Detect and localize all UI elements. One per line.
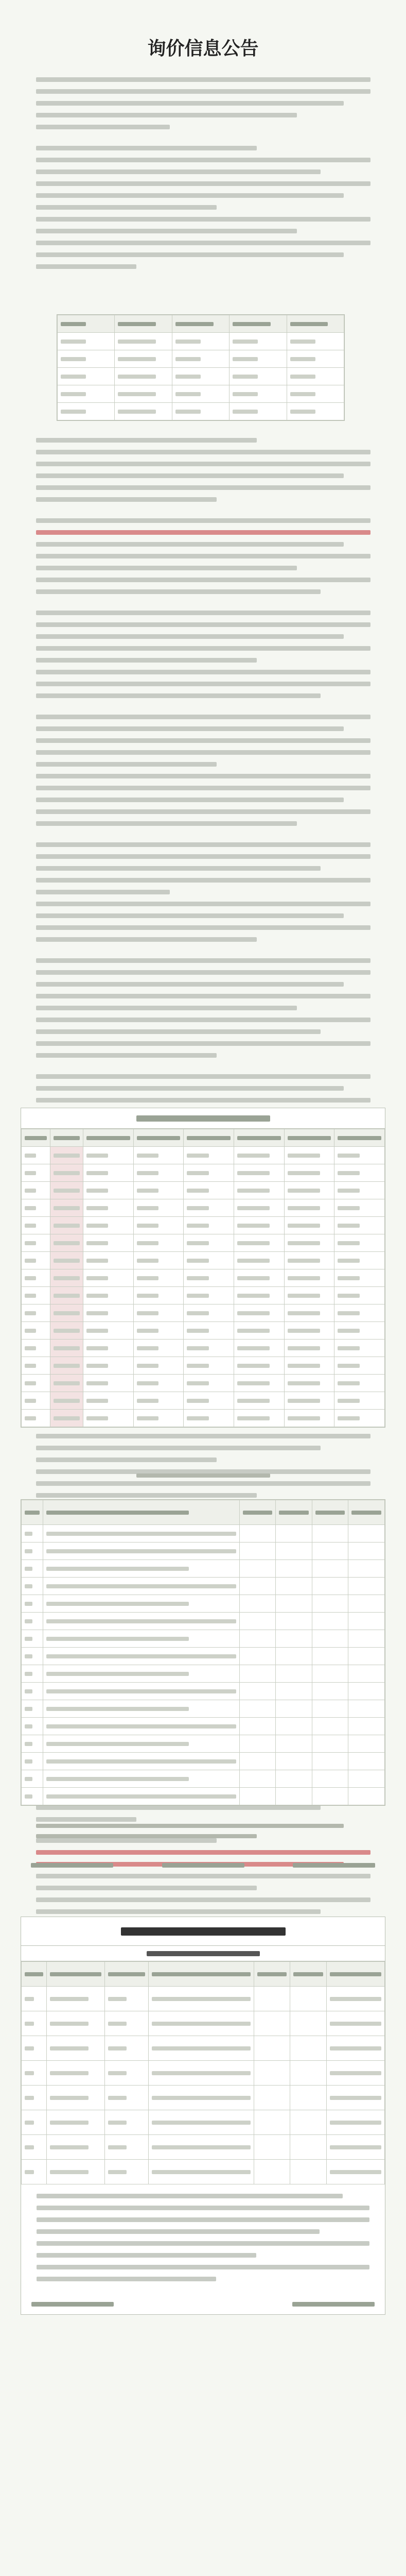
service-evaluation-sheet: [21, 1499, 385, 1806]
quantity-table: [57, 314, 345, 421]
monthly-assessment-sheet: [21, 1917, 385, 2315]
sheet-2-caption: [36, 1473, 370, 1485]
page-title: 询价信息公告: [147, 38, 259, 59]
notice-intro: [36, 77, 370, 276]
elevator-list-sheet: [21, 1108, 385, 1428]
sheet-2-signatures: [21, 1855, 385, 1875]
sheet-2-notes: [36, 1824, 370, 1844]
